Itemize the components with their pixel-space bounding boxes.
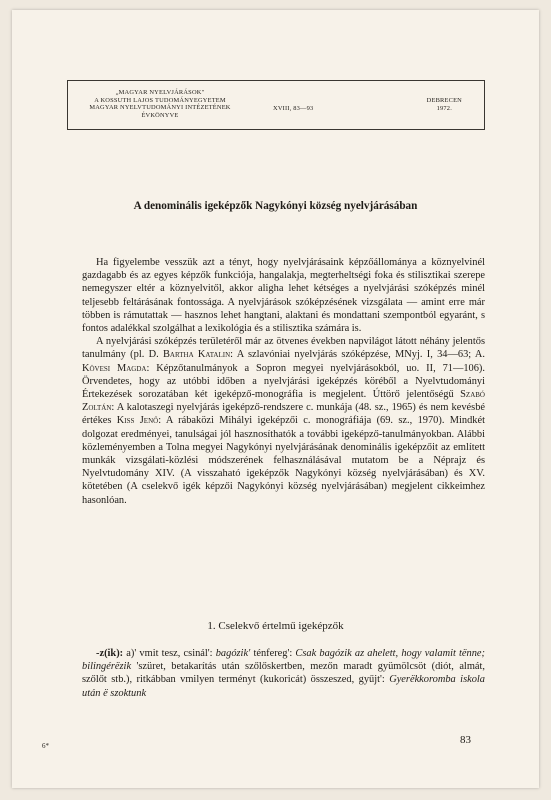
author-name: Kövesi Magda (82, 362, 147, 374)
headword: bagózik' (215, 648, 251, 659)
suffix-entry (82, 647, 485, 700)
paragraph-2 (82, 335, 485, 507)
journal-header-box (67, 80, 485, 130)
text-run: a)' vmit tesz, csinál': (123, 648, 216, 659)
publication-place-year (427, 97, 462, 112)
author-name: Szabó Zoltán (82, 389, 485, 414)
series-line: A KOSSUTH LAJOS TUDOMÁNYEGYETEM (94, 96, 226, 104)
example-sentence: Csak bagózik az ahelett, hogy valamit tënne; (295, 648, 485, 659)
text-run: A nyelvjárási szóképzés területéről már az ötvenes években napvilágot látott néhány jelentős tanulmány (pl. D. (82, 336, 485, 361)
section-heading: 1. Cselekvő értelmű igeképzők (207, 620, 344, 632)
text-run: : Képzőtanulmányok a Sopron megyei nyelvjárásokból, uo. II, 71—106). Örvendetes, hogy az utóbbi időben a nyelvjárási igeképzés köréből a Nyelvtudományi Értekezések sorozatában két igeképző-monográfia is megjelent. Úttörő jelentőségű (82, 362, 485, 401)
article-body (82, 256, 485, 507)
journal-series-title (80, 89, 240, 119)
text-run: : A rábaközi Mihályi igeképzői c. monográfiája (69. sz., 1970). Mindkét dolgozat eredményei, tanulságai jól hasznosíthatók a további igeképző-tanulmányokban. Alábbi közleményemben a Tolna megyei Nagykónyi nyelvjárásának denominális igeképzőit az említett munkák vizsgálati-közlési módszerének felhasználásával mutatom be a Néprajz és Nyelvtudomány XIV. (A visszaható igeképzők Nagykónyi község nyelvjárásában) és XV. kötetében (A cselekvő igék képzői Nagykónyi község nyelvjárásában) megjelent cikkeimhez hasonlóan. (82, 415, 485, 506)
example-sentence: Gyerëkkoromba iskola után ë szoktunk (82, 674, 485, 699)
signature-mark: 6* (42, 742, 49, 750)
page-number: 83 (460, 734, 471, 746)
text-run: : A szlavóniai nyelvjárás szóképzése, MNyj. I, 34—63; A. (230, 349, 485, 361)
text-run: ténfereg': (250, 648, 296, 659)
publication-place: DEBRECEN (426, 97, 462, 104)
publication-year: 1972. (436, 104, 453, 112)
suffix-label: -z(ik): (96, 648, 124, 659)
volume-pages: XVIII, 83—93 (273, 105, 314, 112)
journal-page (12, 10, 539, 788)
text-run: 'szüret, betakarítás után szőlőskertben, mezőn maradt gyümölcsöt (diót, almát, szőlőt stb.), ritkábban vmilyen terményt (kukoricát) összeszed, gyűjt': (82, 661, 485, 686)
entry-paragraph (82, 647, 485, 700)
series-line: „MAGYAR NYELVJÁRÁSOK" (115, 89, 205, 96)
author-name: Kiss Jenő (116, 415, 159, 427)
text-run: : A kalotaszegi nyelvjárás igeképző-rendszere c. munkája (48. sz., 1965) és nem kevésbé értékes (82, 402, 485, 427)
headword: bilingérëzik (82, 661, 132, 673)
series-line: ÉVKÖNYVE (141, 111, 179, 119)
article-title: A denominális igeképzők Nagykónyi község nyelvjárásában (133, 200, 418, 212)
series-line: MAGYAR NYELVTUDOMÁNYI INTÉZETÉNEK (89, 104, 231, 112)
paragraph-1: Ha figyelembe vesszük azt a tényt, hogy nyelvjárásaink képzőállománya a köznyelvinél gazdagabb és az egyes képzők funkciója, hangalakja, megterheltségi foka és stilisztikai szerepe nemegyszer eltér a köznyelvitől, akkor aligha lehet kétséges a nyelvjárási szóképzés minél teljesebb feltárásának fontossága. A nyelvjárások szóképzésének vizsgálata — amint erre már többen is rámutattak — hasznos lehet hangtani, alaktani és mondattani szempontból egyaránt, s fontos adalékkal szolgálhat a lexikológia és a stilisztika számára is. (82, 257, 485, 335)
author-name: Bartha Katalin (163, 349, 231, 361)
